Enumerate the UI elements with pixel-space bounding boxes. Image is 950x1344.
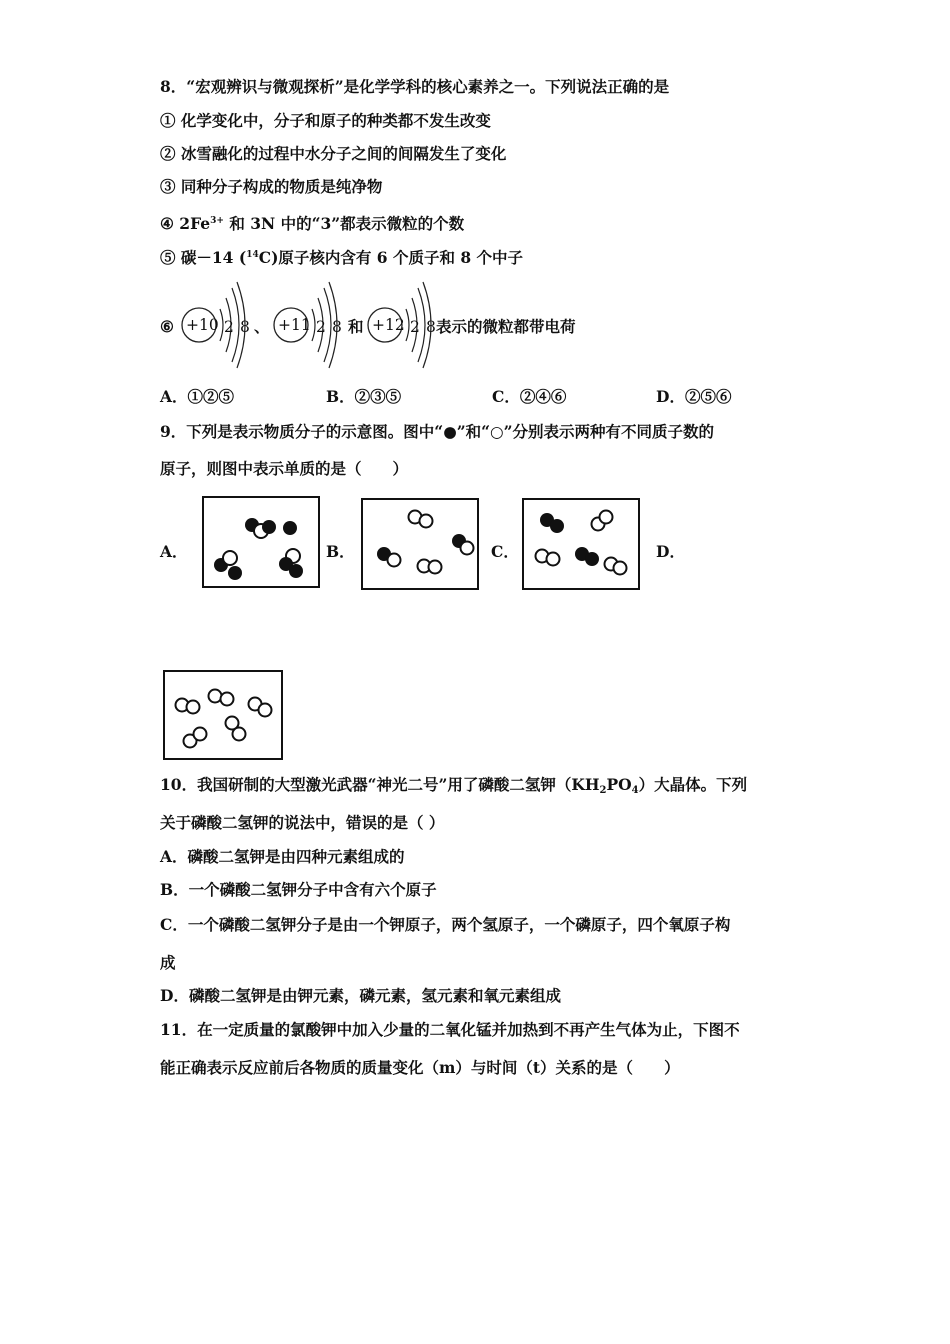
q10-option-c-line-1[interactable]: C．一个磷酸二氢钾分子是由一个钾原子，两个氢原子，一个磷原子，四个氧原子构 bbox=[160, 915, 731, 934]
q8-option-c[interactable]: C．②④⑥ bbox=[492, 387, 567, 406]
q8-statement-1: ① 化学变化中，分子和原子的种类都不发生改变 bbox=[160, 111, 491, 130]
atom-2-nucleus: +11 bbox=[278, 316, 311, 334]
atom-2-shell-2: 8 bbox=[332, 318, 342, 336]
q8-s5-a: ⑤ 碳－14 ( bbox=[160, 248, 247, 267]
q10-option-a[interactable]: A．磷酸二氢钾是由四种元素组成的 bbox=[160, 847, 405, 866]
atom-1-shell-1: 2 bbox=[224, 318, 234, 336]
atom-1-shell-2: 8 bbox=[240, 318, 250, 336]
q8-s4-sup: 3+ bbox=[210, 216, 224, 226]
q8-s6-separator-2: 和 bbox=[348, 317, 364, 336]
q10-stem-b: PO bbox=[606, 775, 632, 794]
q10-option-c-line-2[interactable]: 成 bbox=[160, 953, 176, 972]
q10-sub-2: 4 bbox=[631, 785, 639, 796]
q10-stem-c: ）大晶体。下列 bbox=[638, 775, 748, 794]
atom-3-shell-1: 2 bbox=[410, 318, 420, 336]
q10-stem-a: 10．我国研制的大型激光武器“神光二号”用了磷酸二氢钾（KH bbox=[160, 775, 600, 794]
q8-stem: 8．“宏观辨识与微观探析”是化学学科的核心素养之一。下列说法正确的是 bbox=[160, 77, 670, 96]
q8-s5-sup: 14 bbox=[246, 250, 259, 260]
q8-statement-3: ③ 同种分子构成的物质是纯净物 bbox=[160, 177, 383, 196]
atom-2-shell-1: 2 bbox=[316, 318, 326, 336]
q8-statement-5 bbox=[160, 244, 523, 269]
atom-3-nucleus: +12 bbox=[372, 316, 405, 334]
q8-s5-b: C)原子核内含有 6 个质子和 8 个中子 bbox=[258, 248, 524, 267]
q9-option-b-diagram[interactable] bbox=[361, 498, 479, 590]
q9-label-a[interactable]: A． bbox=[160, 542, 188, 561]
q8-statement-2: ② 冰雪融化的过程中水分子之间的间隔发生了变化 bbox=[160, 144, 507, 163]
q8-statement-4 bbox=[160, 210, 464, 235]
q8-s4-b: 和 3N 中的“3”都表示微粒的个数 bbox=[223, 214, 465, 233]
q8-s6-tail: 表示的微粒都带电荷 bbox=[436, 317, 576, 336]
q8-option-b[interactable]: B．②③⑤ bbox=[326, 387, 402, 406]
q8-s6-separator-1: 、 bbox=[254, 317, 270, 336]
q9-label-c[interactable]: C． bbox=[491, 542, 519, 561]
q8-s4-a: ④ 2Fe bbox=[160, 214, 211, 233]
q10-stem-line-1 bbox=[160, 774, 747, 802]
q10-option-d[interactable]: D．磷酸二氢钾是由钾元素，磷元素，氢元素和氧元素组成 bbox=[160, 986, 561, 1005]
q9-option-c-diagram[interactable] bbox=[522, 498, 640, 590]
q9-stem-line-1: 9．下列是表示物质分子的示意图。图中“●”和“○”分别表示两种有不同质子数的 bbox=[160, 422, 714, 441]
q9-option-a-diagram[interactable] bbox=[202, 496, 320, 588]
q10-option-b[interactable]: B．一个磷酸二氢钾分子中含有六个原子 bbox=[160, 880, 437, 899]
q8-option-d[interactable]: D．②⑤⑥ bbox=[656, 387, 732, 406]
q8-s6-lead: ⑥ bbox=[160, 317, 174, 336]
q9-label-b[interactable]: B． bbox=[326, 542, 355, 561]
q11-stem-line-1: 11．在一定质量的氯酸钾中加入少量的二氧化锰并加热到不再产生气体为止，下图不 bbox=[160, 1020, 740, 1039]
q9-stem-line-2: 原子，则图中表示单质的是（ ） bbox=[160, 459, 409, 478]
atom-1-nucleus: +10 bbox=[186, 316, 219, 334]
q10-sub-1: 2 bbox=[599, 785, 607, 796]
q11-stem-line-2: 能正确表示反应前后各物质的质量变化（m）与时间（t）关系的是（ ） bbox=[160, 1058, 680, 1077]
atom-3-shell-2: 8 bbox=[426, 318, 436, 336]
q9-label-d[interactable]: D． bbox=[656, 542, 685, 561]
q9-option-d-diagram[interactable] bbox=[163, 670, 283, 760]
q8-option-a[interactable]: A．①②⑤ bbox=[160, 387, 235, 406]
q10-stem-line-2: 关于磷酸二氢钾的说法中，错误的是（ ） bbox=[160, 813, 445, 832]
